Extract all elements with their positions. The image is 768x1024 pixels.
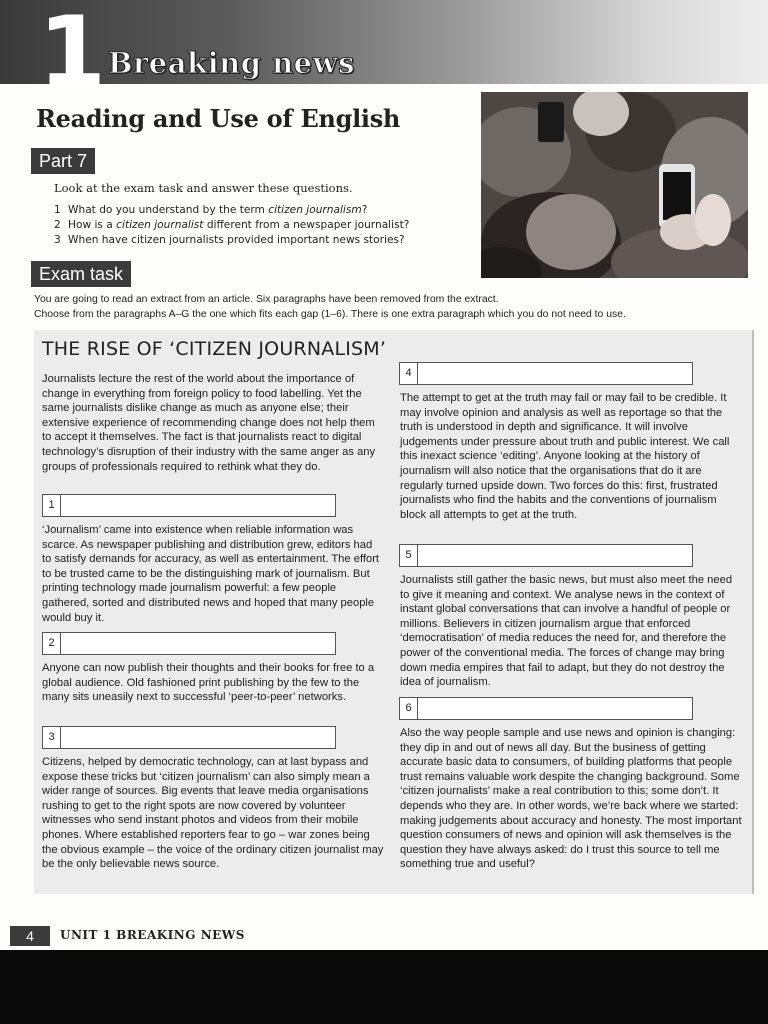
- question-number: 2: [54, 219, 61, 231]
- gap-5-answer-box[interactable]: [399, 544, 693, 567]
- question-text-end: ?: [361, 204, 368, 216]
- article-paragraph: Anyone can now publish their thoughts and their books for free to a global audience. Old fashioned print publishing by the few to the many sits uneasily next to successful ‘peer-to-peer’ networks.: [42, 662, 375, 704]
- question-number: 3: [54, 234, 61, 246]
- gap-number: 5: [400, 545, 418, 566]
- gap-number: 1: [43, 495, 61, 516]
- task-instructions: [34, 292, 626, 322]
- article-panel: [34, 330, 754, 894]
- footer-unit-label: UNIT 1 BREAKING NEWS: [60, 928, 245, 942]
- part-label: Part 7: [31, 148, 95, 174]
- gap-number: 6: [400, 698, 418, 719]
- article-paragraph: Journalists lecture the rest of the world about the importance of change in everything from foreign policy to food labelling. Yet the same journalists dislike change as much as anyone else; their extensive experience of recommending change does not help them to accept it themselves. The fact is that journalists react to digital technology’s disruption of their industry with the same anger as any groups of professionals required to rethink what they do.: [42, 373, 376, 473]
- gap-1-answer-box[interactable]: [42, 494, 336, 517]
- article-paragraph: Journalists still gather the basic news, but must also meet the need to give it meaning and context. We analyse news in the context of instant global conversations that can involve a handful of people or millions. Believers in citizen journalism argue that enforced ‘democratisation’ of media reduces the need for, and therefore the power of the conventional media. The forces of change may bring down media empires that fail to adapt, but they do not destroy the idea of journalism.: [400, 574, 733, 689]
- gap-number: 2: [43, 633, 61, 654]
- bottom-black-bar: [0, 950, 768, 1024]
- question-item: [54, 203, 409, 218]
- question-text-end: different from a newspaper journalist?: [203, 219, 410, 231]
- gap-6-answer-box[interactable]: [399, 697, 693, 720]
- question-text: When have citizen journalists provided important news stories?: [68, 234, 405, 246]
- task-line: Choose from the paragraphs A–G the one which fits each gap (1–6). There is one extra paragraph which you do not need to use.: [34, 309, 626, 320]
- article-paragraph: Citizens, helped by democratic technology, can at last bypass and expose these tricks but ‘citizen journalism’ can also simply mean a wider range of sources. Big events that leave media organisations rushing to get to the right spots are now covered by volunteer witnesses who send instant photos and videos from their mobile phones. Where established reporters fear to go – war zones being the obvious example – the voice of the ordinary citizen journalist may be the only believable news source.: [42, 756, 384, 871]
- article-paragraph: ‘Journalism’ came into existence when reliable information was scarce. As newspaper publishing and distribution grew, editors had to satisfy demands for accuracy, as well as entertainment. The effort to be trusted came to be the distinguishing mark of journalism. But printing technology made journalism powerful: a few people gathered, sorted and distributed news and hoped that many people would buy it.: [42, 524, 380, 624]
- crowd-photo-illustration: [481, 92, 748, 278]
- question-number: 1: [54, 204, 61, 216]
- question-item: [54, 233, 409, 248]
- article-paragraph: The attempt to get at the truth may fail or may fail to be credible. It may involve opinion and analysis as well as reportage so that the truth is understood in depth and significance. It will involve judgements under pressure about truth and public interest. We call this inexact science ‘editing’. Anyone looking at the history of journalism will also notice that the organisations that do it are regularly turned upside down. Two forces do this: first, frustrated journalists who find the habits and the conventions of journalism block all attempts to get at the truth.: [400, 392, 730, 521]
- gap-number: 4: [400, 363, 418, 384]
- question-emphasis: citizen journalist: [116, 219, 204, 231]
- unit-number: 1: [38, 0, 103, 110]
- section-title: Reading and Use of English: [36, 104, 401, 133]
- question-item: [54, 218, 409, 233]
- question-text: How is a: [68, 219, 117, 231]
- question-emphasis: citizen journalism: [268, 204, 362, 216]
- task-line: You are going to read an extract from an article. Six paragraphs have been removed from the extract.: [34, 294, 499, 305]
- intro-text: Look at the exam task and answer these questions.: [54, 181, 353, 195]
- gap-2-answer-box[interactable]: [42, 632, 336, 655]
- exam-task-label: Exam task: [31, 261, 131, 287]
- question-text: What do you understand by the term: [68, 204, 269, 216]
- gap-number: 3: [43, 727, 61, 748]
- crowd-phones-photo: [481, 92, 748, 278]
- gap-4-answer-box[interactable]: [399, 362, 693, 385]
- unit-title: Breaking news: [108, 46, 355, 80]
- article-paragraph: Also the way people sample and use news and opinion is changing: they dip in and out of news all day. But the business of getting accurate basic data to consumers, of building platforms that people trust remains valuable work despite the changing background. Some ‘citizen journalists’ make a real contribution to this; some don’t. It depends who they are. In other words, we’re back where we started: making judgements about accuracy and honesty. The most important question consumers of news and opinion will ask themselves is the question they have always asked: do I trust this source to tell me something true and useful?: [400, 727, 742, 871]
- gap-3-answer-box[interactable]: [42, 726, 336, 749]
- question-list: [54, 203, 409, 248]
- article-title: THE RISE OF ‘CITIZEN JOURNALISM’: [42, 338, 387, 360]
- page-number: 4: [10, 926, 50, 946]
